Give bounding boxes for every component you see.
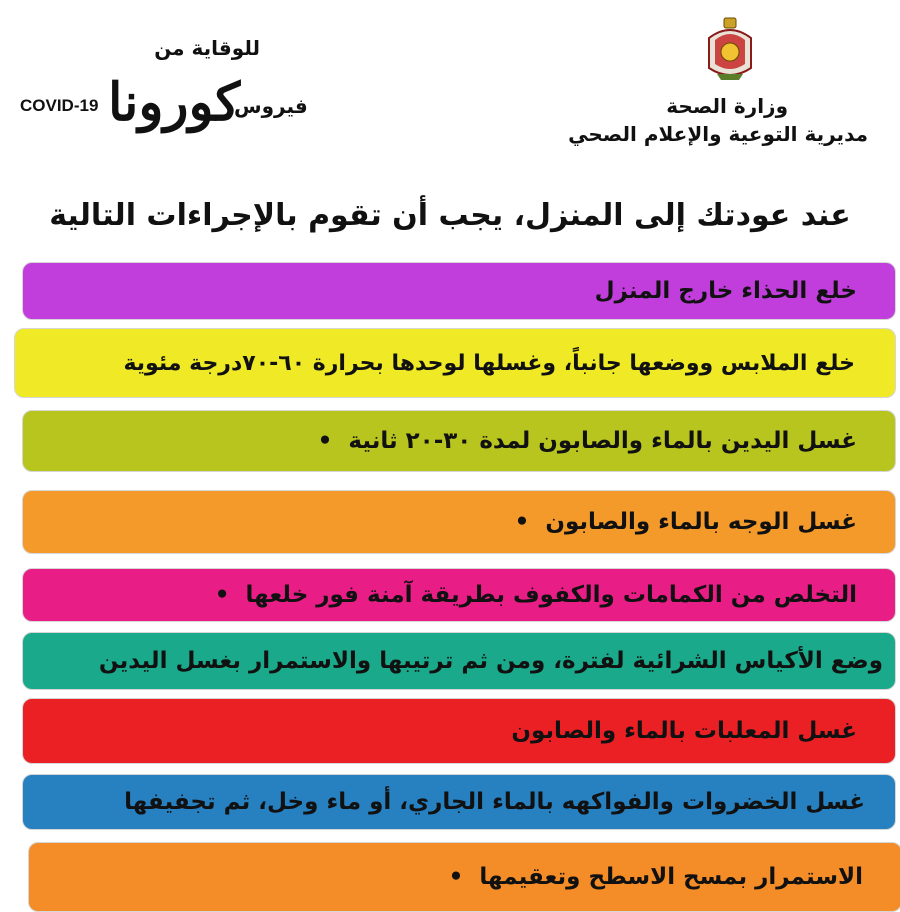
step-row [28,842,900,912]
page-title: عند عودتك إلى المنزل، يجب أن تقوم بالإجراءات التالية [49,198,851,233]
step-text: غسل الوجه بالماء والصابون [545,509,857,535]
step-row [22,262,896,320]
jordan-emblem-icon [705,16,755,82]
step-text: الاستمرار بمسح الاسطح وتعقيمها [479,864,863,890]
covid-label: COVID-19 [20,96,99,115]
step-text: غسل اليدين بالماء والصابون لمدة ٣٠-٢٠ ثانية [348,428,857,454]
corona-prevention-logo [20,30,320,140]
ministry-name: وزارة الصحة [666,94,788,118]
step-row [22,568,896,622]
step-text: وضع الأكياس الشرائية لفترة، ومن ثم ترتيبها والاستمرار بغسل اليدين [98,648,883,674]
prevention-text: للوقاية من [154,36,260,60]
bullet-icon: • [317,428,333,454]
ministry-block [568,92,868,148]
step-text: غسل المعلبات بالماء والصابون [511,718,857,744]
step-text: غسل الخضروات والفواكهه بالماء الجاري، أو ماء وخل، ثم تجفيفها [124,789,865,815]
bullet-icon: • [214,582,230,608]
bullet-icon: • [448,864,464,890]
step-text: خلع الحذاء خارج المنزل [594,278,857,304]
step-row [22,490,896,554]
step-row [22,774,896,830]
virus-word: فيروس [234,94,308,118]
directorate-name: مديرية التوعية والإعلام الصحي [568,122,868,146]
corona-word: كورونا [108,72,241,133]
step-text: التخلص من الكمامات والكفوف بطريقة آمنة فور خلعها [245,582,857,608]
bullet-icon: • [514,509,530,535]
step-text: خلع الملابس ووضعها جانباً، وغسلها لوحدها بحرارة ٦٠-٧٠درجة مئوية [123,350,855,376]
step-row [22,698,896,764]
step-row [14,328,896,398]
step-row [22,410,896,472]
step-row [22,632,896,690]
